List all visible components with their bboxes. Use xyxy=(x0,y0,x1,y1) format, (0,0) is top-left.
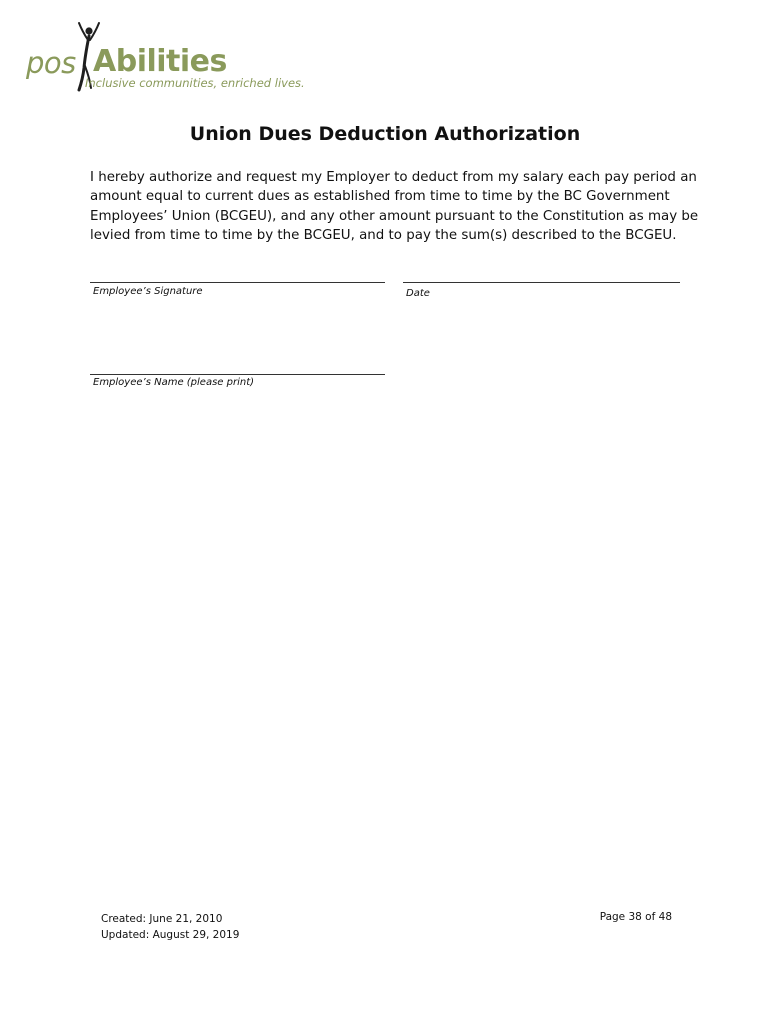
paragraph-line: levied from time to time by the BCGEU, and to pay the sum(s) described to the BCGEU. xyxy=(90,227,677,243)
authorization-paragraph xyxy=(90,168,699,245)
paragraph-line: Employees’ Union (BCGEU), and any other amount pursuant to the Constitution as may be xyxy=(90,208,699,224)
name-line[interactable] xyxy=(90,374,385,375)
logo-prefix: pos xyxy=(26,46,76,80)
paragraph-line: amount equal to current dues as established from time to time by the BC Government xyxy=(90,189,670,205)
created-date: Created: June 21, 2010 xyxy=(101,913,223,925)
name-label: Employee’s Name (please print) xyxy=(93,377,255,388)
signature-label: Employee’s Signature xyxy=(93,286,203,297)
logo-brand-name: Abilities xyxy=(93,44,227,79)
organization-logo xyxy=(26,22,305,94)
paragraph-line: I hereby authorize and request my Employer to deduct from my salary each pay period an xyxy=(90,170,697,185)
footer-dates xyxy=(101,911,239,943)
logo-tagline: Inclusive communities, enriched lives. xyxy=(85,76,305,90)
page-number: Page 38 of 48 xyxy=(599,911,672,923)
date-line[interactable] xyxy=(403,282,680,283)
document-title: Union Dues Deduction Authorization xyxy=(189,123,581,145)
updated-date: Updated: August 29, 2019 xyxy=(101,929,240,941)
date-label: Date xyxy=(406,288,430,299)
signature-line[interactable] xyxy=(90,282,385,283)
